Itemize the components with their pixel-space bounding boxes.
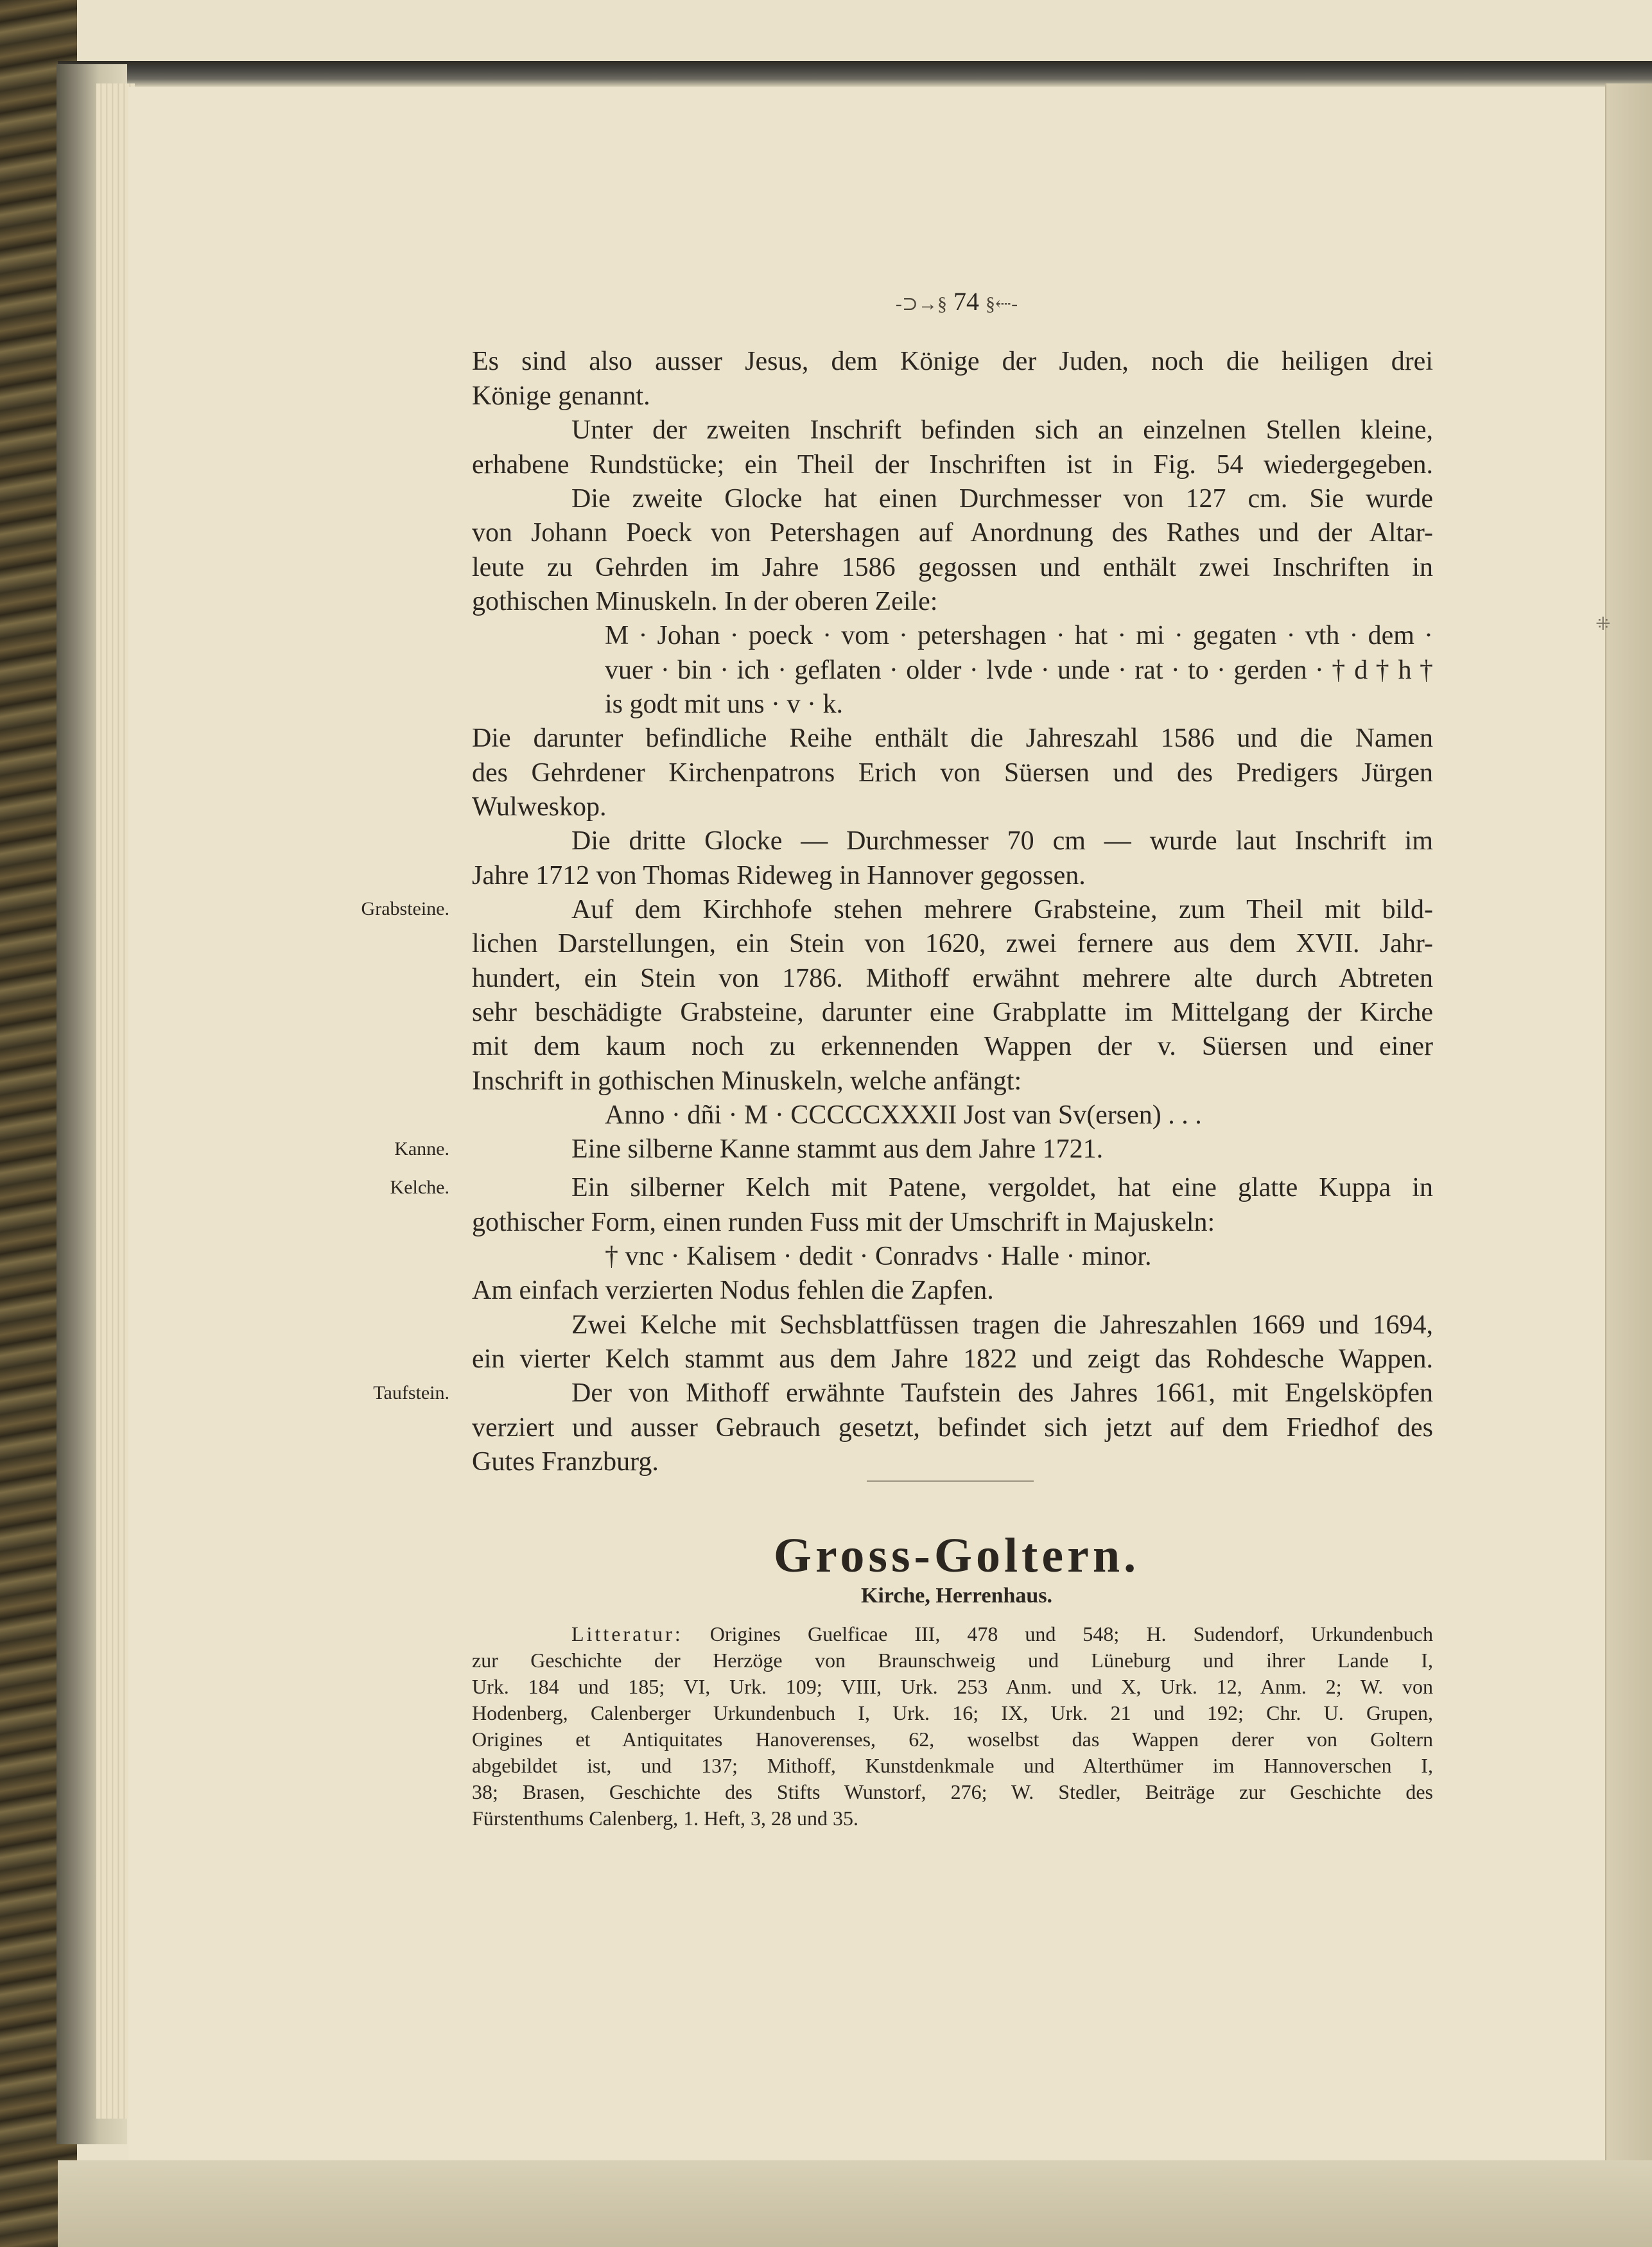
literature-line: Origines et Antiquitates Hanoverenses, 62, woselbst das Wappen derer von Goltern <box>472 1728 1433 1751</box>
text-line: mit dem kaum noch zu erkennenden Wappen der v. Süersen und einer <box>472 1032 1433 1061</box>
text-line: lichen Darstellungen, ein Stein von 1620, zwei fernere aus dem XVII. Jahr- <box>472 929 1433 959</box>
literature-line: 38; Brasen, Geschichte des Stifts Wunstorf, 276; W. Stedler, Beiträge zur Geschichte des <box>472 1780 1433 1803</box>
margin-note-taufstein: Taufstein. <box>373 1382 449 1403</box>
literature-line: abgebildet ist, und 137; Mithoff, Kunstdenkmale und Alterthümer im Hannoverschen I, <box>472 1754 1433 1777</box>
text-line: Jahre 1712 von Thomas Rideweg in Hannover gegossen. <box>472 861 1086 890</box>
literature-line: zur Geschichte der Herzöge von Braunschweig und Lüneburg und ihrer Lande I, <box>472 1649 1433 1672</box>
margin-note-grabsteine: Grabsteine. <box>361 898 449 919</box>
page-header <box>860 286 1053 320</box>
text-line: gothischer Form, einen runden Fuss mit der Umschrift in Majuskeln: <box>472 1208 1215 1237</box>
page-edge-mark: ⁜ <box>1595 614 1611 634</box>
header-ornament-left: -⊃→§ <box>895 293 947 315</box>
inscription-line: is godt mit uns · v · k. <box>605 690 844 719</box>
page-number: 74 <box>953 287 979 316</box>
text-line: Der von Mithoff erwähnte Taufstein des Jahres 1661, mit Engelsköpfen <box>571 1378 1433 1408</box>
text-line: Die zweite Glocke hat einen Durchmesser von 127 cm. Sie wurde <box>571 484 1433 514</box>
right-page-edge <box>1605 83 1652 2202</box>
inscription-line: † vnc · Kalisem · dedit · Conradvs · Halle · minor. <box>605 1242 1152 1271</box>
text-line: Die darunter befindliche Reihe enthält die Jahreszahl 1586 und die Namen <box>472 724 1433 753</box>
literature-line: Urk. 184 und 185; VI, Urk. 109; VIII, Urk. 253 Anm. und X, Urk. 12, Anm. 2; W. von <box>472 1675 1433 1698</box>
literature-text: Origines Guelficae III, 478 und 548; H. Sudendorf, Urkundenbuch <box>709 1622 1434 1645</box>
text-line: von Johann Poeck von Petershagen auf Anordnung des Rathes und der Altar- <box>472 518 1433 548</box>
text-line: Könige genannt. <box>472 381 650 411</box>
margin-note-kelche: Kelche. <box>390 1177 449 1198</box>
text-line: Ein silberner Kelch mit Patene, vergoldet, hat eine glatte Kuppa in <box>571 1173 1433 1202</box>
text-line: Die dritte Glocke — Durchmesser 70 cm — wurde laut Inschrift im <box>571 826 1433 856</box>
text-line: Am einfach verzierten Nodus fehlen die Zapfen. <box>472 1276 994 1305</box>
text-line: Zwei Kelche mit Sechsblattfüssen tragen die Jahreszahlen 1669 und 1694, <box>571 1310 1433 1340</box>
text-line: Gutes Franzburg. <box>472 1447 659 1477</box>
text-line: Auf dem Kirchhofe stehen mehrere Grabsteine, zum Theil mit bild- <box>571 895 1433 924</box>
inscription-line: Anno · dñi · M · CCCCCXXXII Jost van Sv(ersen) . . . <box>605 1100 1202 1130</box>
text-line: Inschrift in gothischen Minuskeln, welche anfängt: <box>472 1066 1022 1096</box>
text-line: Eine silberne Kanne stammt aus dem Jahre 1721. <box>571 1134 1104 1164</box>
section-divider <box>867 1480 1034 1482</box>
text-line: des Gehrdener Kirchenpatrons Erich von Süersen und des Predigers Jürgen <box>472 758 1433 788</box>
text-line: Wulweskop. <box>472 792 607 822</box>
section-title: Gross-Goltern. <box>773 1529 1140 1583</box>
text-line: leute zu Gehrden im Jahre 1586 gegossen und enthält zwei Inschriften in <box>472 553 1433 582</box>
text-line: sehr beschädigte Grabsteine, darunter eine Grabplatte im Mittelgang der Kirche <box>472 998 1433 1027</box>
literature-line <box>571 1621 1433 1647</box>
text-line: Es sind also ausser Jesus, dem Könige der Juden, noch die heiligen drei <box>472 347 1433 376</box>
margin-note-kanne: Kanne. <box>394 1138 449 1159</box>
book-top-edge <box>58 61 1652 87</box>
literature-line: Hodenberg, Calenberger Urkundenbuch I, Urk. 16; IX, Urk. 21 und 192; Chr. U. Grupen, <box>472 1701 1433 1724</box>
text-line: erhabene Rundstücke; ein Theil der Inschriften ist in Fig. 54 wiedergegeben. <box>472 450 1433 480</box>
text-line: ein vierter Kelch stammt aus dem Jahre 1822 und zeigt das Rohdesche Wappen. <box>472 1344 1433 1374</box>
book-bottom-edge <box>58 2160 1652 2247</box>
inscription-line: vuer · bin · ich · geflaten · older · lvde · unde · rat · to · gerden · † d † h † <box>605 655 1433 685</box>
header-ornament-right: §⇠- <box>986 293 1018 315</box>
literature-label: Litteratur: <box>571 1622 683 1645</box>
inscription-line: M · Johan · poeck · vom · petershagen · hat · mi · gegaten · vth · dem · <box>605 621 1433 650</box>
text-line: gothischen Minuskeln. In der oberen Zeile: <box>472 587 938 616</box>
section-subtitle: Kirche, Herrenhaus. <box>860 1584 1053 1608</box>
text-line: hundert, ein Stein von 1786. Mithoff erwähnt mehrere alte durch Abtreten <box>472 964 1433 993</box>
literature-line: Fürstenthums Calenberg, 1. Heft, 3, 28 und 35. <box>472 1807 859 1830</box>
text-line: verziert und ausser Gebrauch gesetzt, befindet sich jetzt auf dem Friedhof des <box>472 1413 1433 1443</box>
text-line: Unter der zweiten Inschrift befinden sich an einzelnen Stellen kleine, <box>571 415 1433 445</box>
